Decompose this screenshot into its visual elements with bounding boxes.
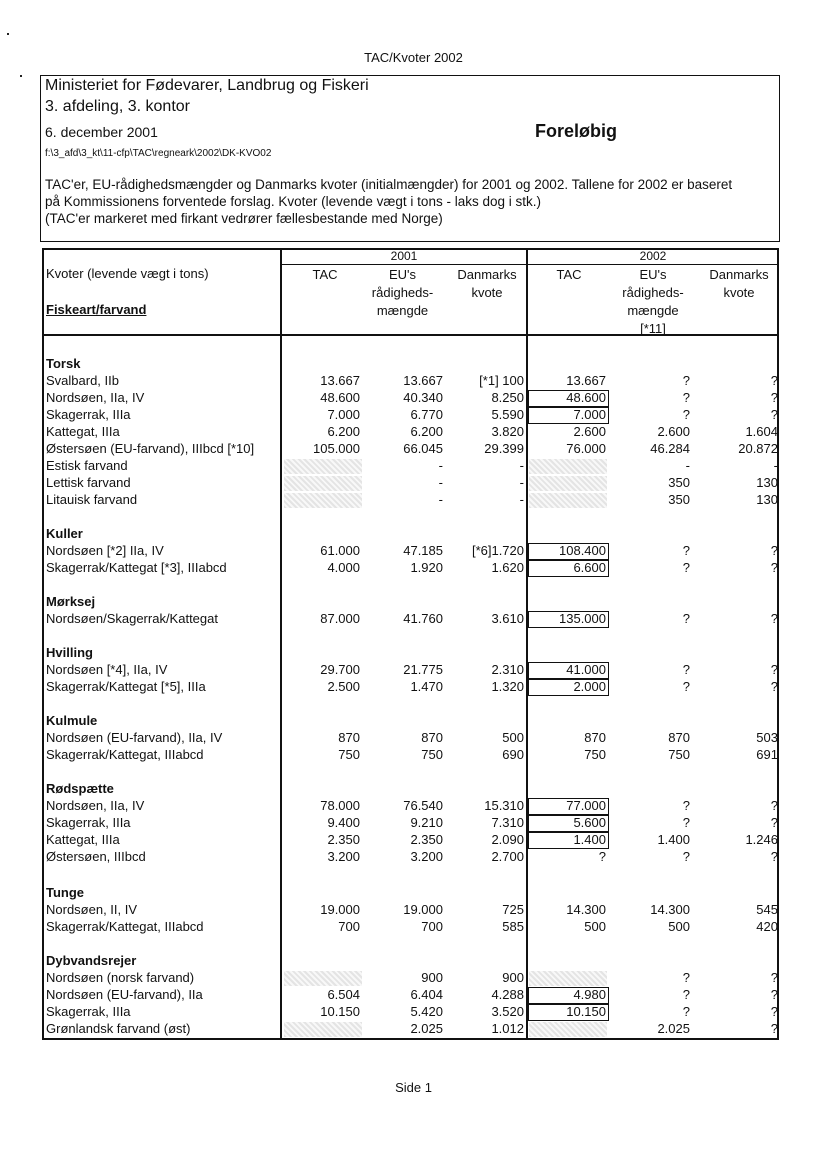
group-heading: Mørksej — [46, 594, 96, 609]
table-cell: 4.980 — [573, 987, 606, 1002]
col-header-line: EU's — [388, 267, 417, 282]
table-cell: 19.000 — [320, 902, 360, 917]
table-cell: 420 — [756, 919, 778, 934]
row-label: Skagerrak, IIIa — [46, 815, 131, 830]
col-header-line: rådigheds- — [371, 285, 434, 300]
row-label: Skagerrak/Kattegat [*3], IIIabcd — [46, 560, 227, 575]
table-cell: 1.320 — [491, 679, 524, 694]
table-cell: 3.820 — [491, 424, 524, 439]
shaded-cell — [284, 493, 362, 508]
scan-mark — [20, 75, 22, 77]
table-cell: 48.600 — [566, 390, 606, 405]
table-cell: 29.700 — [320, 662, 360, 677]
table-divider — [526, 248, 528, 1040]
table-cell: 87.000 — [320, 611, 360, 626]
table-cell: 40.340 — [403, 390, 443, 405]
col-header-line: kvote — [723, 285, 755, 300]
shaded-cell — [529, 476, 607, 491]
table-cell: 77.000 — [566, 798, 606, 813]
table-cell: ? — [770, 970, 778, 985]
table-cell: 1.246 — [745, 832, 778, 847]
table-cell: ? — [770, 390, 778, 405]
table-cell: 6.200 — [410, 424, 443, 439]
table-cell: 6.770 — [410, 407, 443, 422]
col-header-line: Danmarks — [457, 267, 517, 282]
shaded-cell — [529, 971, 607, 986]
table-cell: 47.185 — [403, 543, 443, 558]
table-cell: 500 — [502, 730, 524, 745]
row-label: Lettisk farvand — [46, 475, 131, 490]
shaded-cell — [284, 459, 362, 474]
table-cell: - — [519, 492, 524, 507]
table-cell: ? — [682, 390, 690, 405]
table-cell: 503 — [756, 730, 778, 745]
shaded-cell — [284, 476, 362, 491]
table-cell: ? — [770, 815, 778, 830]
table-cell: 41.000 — [566, 662, 606, 677]
table-cell: 2.310 — [491, 662, 524, 677]
table-cell: ? — [770, 611, 778, 626]
col-tac-2002: TAC — [556, 267, 582, 282]
row-label: Nordsøen (EU-farvand), IIa, IV — [46, 730, 223, 745]
table-cell: 585 — [502, 919, 524, 934]
group-heading: Torsk — [46, 356, 81, 371]
table-cell: ? — [682, 987, 690, 1002]
table-cell: 3.520 — [491, 1004, 524, 1019]
table-cell: ? — [770, 373, 778, 388]
row-label: Østersøen (EU-farvand), IIIbcd [*10] — [46, 441, 255, 456]
table-cell: 108.400 — [559, 543, 606, 558]
table-cell: - — [438, 475, 443, 490]
table-cell: 20.872 — [738, 441, 778, 456]
table-cell: 2.350 — [410, 832, 443, 847]
table-cell: ? — [770, 662, 778, 677]
year-underline — [282, 264, 526, 265]
table-cell: 46.284 — [650, 441, 690, 456]
table-cell: - — [519, 458, 524, 473]
table-cell: ? — [770, 987, 778, 1002]
table-cell: 6.600 — [573, 560, 606, 575]
table-cell: 105.000 — [313, 441, 360, 456]
col-header-line: mængde — [376, 303, 429, 318]
table-cell: 76.000 — [566, 441, 606, 456]
description-line: (TAC'er markeret med firkant vedrører fællesbestande med Norge) — [45, 211, 443, 226]
table-cell: 9.210 — [410, 815, 443, 830]
col-header-line: kvote — [471, 285, 503, 300]
table-cell: 6.200 — [327, 424, 360, 439]
table-cell: 21.775 — [403, 662, 443, 677]
table-cell: ? — [770, 407, 778, 422]
col-eu-2001 — [360, 266, 445, 320]
table-cell: 870 — [338, 730, 360, 745]
year-2001: 2001 — [390, 249, 418, 263]
row-label: Kattegat, IIIa — [46, 424, 120, 439]
row-label: Skagerrak, IIIa — [46, 407, 131, 422]
table-cell: 1.012 — [491, 1021, 524, 1036]
table-cell: 350 — [668, 492, 690, 507]
table-cell: [*6]1.720 — [471, 543, 524, 558]
table-cell: 14.300 — [566, 902, 606, 917]
table-cell: [*1] 100 — [479, 373, 524, 388]
group-heading: Hvilling — [46, 645, 93, 660]
shaded-cell — [529, 1022, 607, 1037]
table-cell: 135.000 — [559, 611, 606, 626]
ministry-name: Ministeriet for Fødevarer, Landbrug og Fiskeri — [45, 77, 369, 94]
fiskeart-label: Fiskeart/farvand — [46, 302, 147, 317]
table-cell: 750 — [421, 747, 443, 762]
table-cell: 870 — [584, 730, 606, 745]
scan-mark — [7, 33, 9, 35]
table-cell: 15.310 — [484, 798, 524, 813]
table-cell: - — [438, 458, 443, 473]
table-cell: 5.420 — [410, 1004, 443, 1019]
description-line: TAC'er, EU-rådighedsmængder og Danmarks kvoter (initialmængder) for 2001 og 2002. Tallene for 2002 er baseret — [45, 177, 733, 192]
table-cell: 3.610 — [491, 611, 524, 626]
row-label: Estisk farvand — [46, 458, 128, 473]
year-underline — [528, 264, 778, 265]
table-cell: 7.310 — [491, 815, 524, 830]
document-date: 6. december 2001 — [45, 124, 158, 140]
table-cell: 2.600 — [573, 424, 606, 439]
table-cell: ? — [682, 560, 690, 575]
table-cell: ? — [770, 1021, 778, 1036]
table-cell: ? — [770, 679, 778, 694]
row-label: Nordsøen [*4], IIa, IV — [46, 662, 168, 677]
table-cell: 76.540 — [403, 798, 443, 813]
table-cell: 4.000 — [327, 560, 360, 575]
table-cell: 2.700 — [491, 849, 524, 864]
table-cell: 5.590 — [491, 407, 524, 422]
row-label: Nordsøen/Skagerrak/Kattegat — [46, 611, 218, 626]
table-cell: 29.399 — [484, 441, 524, 456]
table-cell: ? — [682, 815, 690, 830]
row-label: Svalbard, IIb — [46, 373, 119, 388]
col-dk-2002 — [700, 266, 778, 302]
kvoter-label: Kvoter (levende vægt i tons) — [46, 266, 209, 281]
table-cell: 5.600 — [573, 815, 606, 830]
table-cell: 750 — [338, 747, 360, 762]
table-cell: 130 — [756, 492, 778, 507]
table-cell: 500 — [584, 919, 606, 934]
row-label: Litauisk farvand — [46, 492, 138, 507]
table-cell: - — [438, 492, 443, 507]
table-cell: 8.250 — [491, 390, 524, 405]
row-label: Kattegat, IIIa — [46, 832, 120, 847]
table-cell: 700 — [338, 919, 360, 934]
table-cell: ? — [682, 970, 690, 985]
table-cell: 2.025 — [657, 1021, 690, 1036]
description — [45, 176, 780, 227]
table-cell: 130 — [756, 475, 778, 490]
table-cell: 750 — [584, 747, 606, 762]
table-cell: 1.620 — [491, 560, 524, 575]
table-cell: ? — [682, 407, 690, 422]
col-header-line: [*11] — [640, 321, 666, 336]
row-label: Skagerrak, IIIa — [46, 1004, 131, 1019]
file-path: f:\3_afd\3_kt\11-cfp\TAC\regneark\2002\DK-KVO02 — [45, 148, 272, 159]
table-cell: 690 — [502, 747, 524, 762]
table-cell: 900 — [502, 970, 524, 985]
table-cell: ? — [682, 611, 690, 626]
table-cell: ? — [682, 1004, 690, 1019]
table-cell: 2.500 — [327, 679, 360, 694]
table-cell: 2.000 — [573, 679, 606, 694]
table-cell: ? — [770, 849, 778, 864]
table-cell: 13.667 — [403, 373, 443, 388]
table-cell: 1.470 — [410, 679, 443, 694]
status-label: Foreløbig — [535, 121, 617, 141]
table-cell: 13.667 — [566, 373, 606, 388]
row-label: Skagerrak/Kattegat, IIIabcd — [46, 919, 204, 934]
table-cell: 2.090 — [491, 832, 524, 847]
table-cell: 545 — [756, 902, 778, 917]
shaded-cell — [529, 459, 607, 474]
table-cell: 41.760 — [403, 611, 443, 626]
col-eu-2002 — [608, 266, 698, 338]
table-cell: 7.000 — [327, 407, 360, 422]
group-heading: Tunge — [46, 885, 85, 900]
table-cell: ? — [682, 662, 690, 677]
table-cell: 2.025 — [410, 1021, 443, 1036]
page-title: TAC/Kvoter 2002 — [364, 50, 463, 65]
table-cell: 10.150 — [320, 1004, 360, 1019]
table-cell: 900 — [421, 970, 443, 985]
table-cell: - — [519, 475, 524, 490]
row-label: Skagerrak/Kattegat [*5], IIIa — [46, 679, 206, 694]
row-label: Nordsøen, IIa, IV — [46, 798, 145, 813]
table-cell: 870 — [668, 730, 690, 745]
table-cell: 870 — [421, 730, 443, 745]
table-cell: 4.288 — [491, 987, 524, 1002]
table-cell: 10.150 — [566, 1004, 606, 1019]
row-label: Nordsøen, IIa, IV — [46, 390, 145, 405]
group-heading: Kulmule — [46, 713, 98, 728]
col-header-line: mængde — [627, 303, 679, 318]
group-heading: Kuller — [46, 526, 83, 541]
table-cell: ? — [770, 560, 778, 575]
table-cell: 19.000 — [403, 902, 443, 917]
row-label: Grønlandsk farvand (øst) — [46, 1021, 191, 1036]
table-cell: 691 — [756, 747, 778, 762]
page-number: Side 1 — [395, 1080, 432, 1095]
shaded-cell — [529, 493, 607, 508]
table-cell: ? — [770, 798, 778, 813]
table-cell: 1.400 — [657, 832, 690, 847]
table-cell: ? — [682, 849, 690, 864]
table-cell: 700 — [421, 919, 443, 934]
table-cell: ? — [770, 543, 778, 558]
table-cell: 13.667 — [320, 373, 360, 388]
table-cell: 725 — [502, 902, 524, 917]
table-cell: - — [773, 458, 778, 473]
row-label: Nordsøen (EU-farvand), IIa — [46, 987, 203, 1002]
row-label: Skagerrak/Kattegat, IIIabcd — [46, 747, 204, 762]
table-cell: 2.350 — [327, 832, 360, 847]
table-cell: ? — [682, 679, 690, 694]
table-cell: ? — [682, 798, 690, 813]
table-cell: ? — [770, 1004, 778, 1019]
table-cell: ? — [598, 849, 606, 864]
table-cell: 61.000 — [320, 543, 360, 558]
group-heading: Rødspætte — [46, 781, 114, 796]
row-label: Nordsøen [*2] IIa, IV — [46, 543, 164, 558]
group-heading: Dybvandsrejer — [46, 953, 137, 968]
table-cell: 3.200 — [410, 849, 443, 864]
table-cell: 7.000 — [573, 407, 606, 422]
row-label: Østersøen, IIIbcd — [46, 849, 146, 864]
description-line: på Kommissionens forventede forslag. Kvoter (levende vægt i tons - laks dog i stk.) — [45, 194, 541, 209]
table-divider — [280, 248, 282, 1040]
table-cell: - — [685, 458, 690, 473]
row-label: Nordsøen, II, IV — [46, 902, 138, 917]
table-cell: 2.600 — [657, 424, 690, 439]
table-cell: 1.400 — [573, 832, 606, 847]
col-tac-2001: TAC — [312, 267, 338, 282]
table-cell: 1.920 — [410, 560, 443, 575]
col-header-line: EU's — [639, 267, 667, 282]
table-cell: 6.404 — [410, 987, 443, 1002]
table-cell: 66.045 — [403, 441, 443, 456]
row-label: Nordsøen (norsk farvand) — [46, 970, 195, 985]
shaded-cell — [284, 971, 362, 986]
year-2002: 2002 — [639, 249, 667, 263]
table-cell: 48.600 — [320, 390, 360, 405]
department: 3. afdeling, 3. kontor — [45, 98, 190, 115]
table-cell: ? — [682, 373, 690, 388]
col-header-line: rådigheds- — [622, 285, 684, 300]
table-cell: 6.504 — [327, 987, 360, 1002]
table-cell: 500 — [668, 919, 690, 934]
table-cell: 78.000 — [320, 798, 360, 813]
col-dk-2001 — [448, 266, 526, 302]
col-header-line: Danmarks — [709, 267, 769, 282]
table-cell: ? — [682, 543, 690, 558]
table-cell: 14.300 — [650, 902, 690, 917]
shaded-cell — [284, 1022, 362, 1037]
table-cell: 9.400 — [327, 815, 360, 830]
table-cell: 1.604 — [745, 424, 778, 439]
table-cell: 3.200 — [327, 849, 360, 864]
table-cell: 350 — [668, 475, 690, 490]
table-cell: 750 — [668, 747, 690, 762]
